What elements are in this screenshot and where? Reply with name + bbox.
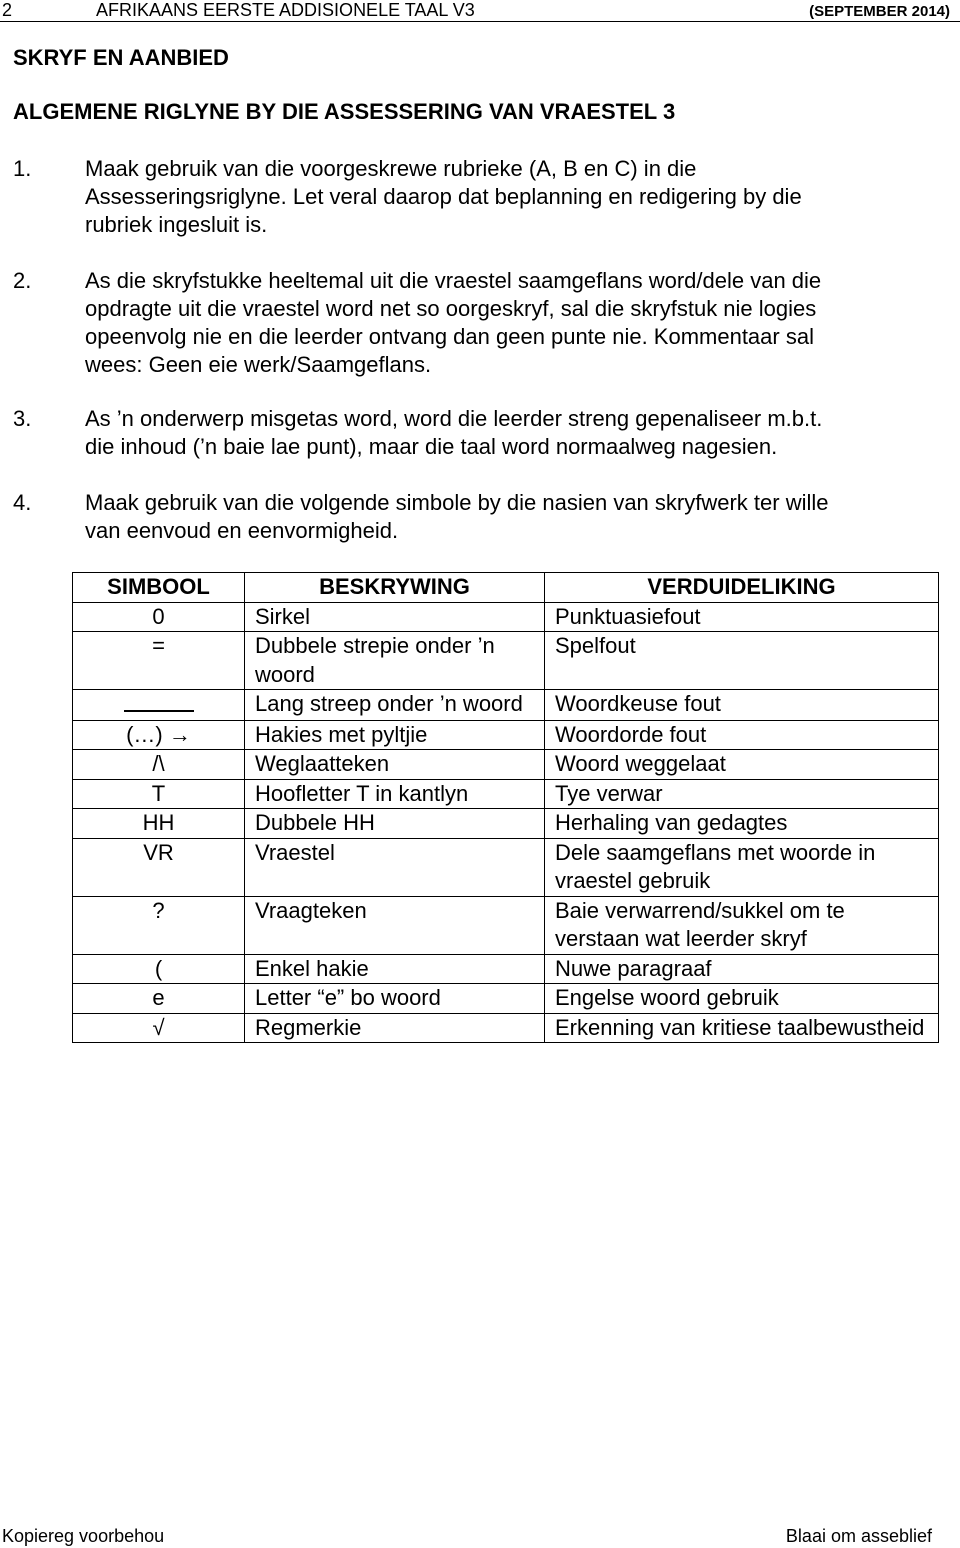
symbol-cell: /\ xyxy=(73,750,245,780)
page-number: 2 xyxy=(2,0,13,20)
explanation-cell: Woordkeuse fout xyxy=(545,690,939,721)
table-row xyxy=(73,896,939,954)
description-cell: Dubbele HH xyxy=(245,809,545,839)
item-line: Maak gebruik van die volgende simbole by die nasien van skryfwerk ter wille xyxy=(85,490,829,515)
explanation-cell: Tye verwar xyxy=(545,779,939,809)
description-cell: Weglaatteken xyxy=(245,750,545,780)
long-underline-symbol xyxy=(124,690,194,712)
table-header-row xyxy=(73,573,939,603)
header-description: BESKRYWING xyxy=(245,573,545,603)
symbol-cell: e xyxy=(73,984,245,1014)
item-line: wees: Geen eie werk/Saamgeflans. xyxy=(85,352,432,377)
item-number: 2. xyxy=(13,268,32,293)
item-line: Maak gebruik van die voorgeskrewe rubrieke (A, B en C) in die xyxy=(85,156,697,181)
explanation-cell: Woordorde fout xyxy=(545,720,939,750)
description-cell: Vraestel xyxy=(245,838,545,896)
item-line: rubriek ingesluit is. xyxy=(85,212,268,237)
item-text xyxy=(85,267,945,379)
table-row xyxy=(73,602,939,632)
item-number: 4. xyxy=(13,490,32,515)
header-explanation: VERDUIDELIKING xyxy=(545,573,939,603)
description-cell: Hoofletter T in kantlyn xyxy=(245,779,545,809)
explanation-cell: Spelfout xyxy=(545,632,939,690)
item-number: 3. xyxy=(13,406,32,431)
symbol-cell: √ xyxy=(73,1013,245,1043)
explanation-cell: Dele saamgeflans met woorde in vraestel gebruik xyxy=(545,838,939,896)
table-row xyxy=(73,838,939,896)
symbol-cell xyxy=(73,690,245,721)
symbol-cell: T xyxy=(73,779,245,809)
table-row xyxy=(73,632,939,690)
table-row xyxy=(73,809,939,839)
explanation-cell: Herhaling van gedagtes xyxy=(545,809,939,839)
symbol-cell: HH xyxy=(73,809,245,839)
guidelines-heading: ALGEMENE RIGLYNE BY DIE ASSESSERING VAN VRAESTEL 3 xyxy=(13,99,676,124)
table-row xyxy=(73,779,939,809)
table-row xyxy=(73,750,939,780)
description-cell: Vraagteken xyxy=(245,896,545,954)
description-cell: Sirkel xyxy=(245,602,545,632)
symbol-cell: VR xyxy=(73,838,245,896)
table-row xyxy=(73,954,939,984)
item-line: Assesseringsriglyne. Let veral daarop dat beplanning en redigering by die xyxy=(85,184,802,209)
table-row xyxy=(73,720,939,750)
explanation-cell: Punktuasiefout xyxy=(545,602,939,632)
copyright-footer: Kopiereg voorbehou xyxy=(2,1526,165,1546)
symbol-cell: ( xyxy=(73,954,245,984)
paper-date: (SEPTEMBER 2014) xyxy=(809,3,950,20)
item-text xyxy=(85,405,945,461)
item-line: van eenvoud en eenvormigheid. xyxy=(85,518,399,543)
header-symbol: SIMBOOL xyxy=(73,573,245,603)
item-number: 1. xyxy=(13,156,32,181)
explanation-cell: Erkenning van kritiese taalbewustheid xyxy=(545,1013,939,1043)
symbol-cell: (…) → xyxy=(73,720,245,750)
table-row xyxy=(73,984,939,1014)
symbol-cell: ? xyxy=(73,896,245,954)
item-line: opdragte uit die vraestel word net so oorgeskryf, sal die skryfstuk nie logies xyxy=(85,296,817,321)
table-row xyxy=(73,1013,939,1043)
description-cell: Regmerkie xyxy=(245,1013,545,1043)
explanation-cell: Woord weggelaat xyxy=(545,750,939,780)
table-row xyxy=(73,690,939,721)
item-text xyxy=(85,155,945,239)
explanation-cell: Nuwe paragraaf xyxy=(545,954,939,984)
item-line: opeenvolg nie en die leerder ontvang dan geen punte nie. Kommentaar sal xyxy=(85,324,814,349)
description-cell: Hakies met pyltjie xyxy=(245,720,545,750)
item-line: As die skryfstukke heeltemal uit die vraestel saamgeflans word/dele van die xyxy=(85,268,822,293)
description-cell: Letter “e” bo woord xyxy=(245,984,545,1014)
symbol-cell: 0 xyxy=(73,602,245,632)
symbols-table xyxy=(72,572,939,1043)
item-line: die inhoud (’n baie lae punt), maar die taal word normaalweg nagesien. xyxy=(85,434,778,459)
description-cell: Dubbele strepie onder ’n woord xyxy=(245,632,545,690)
explanation-cell: Engelse woord gebruik xyxy=(545,984,939,1014)
item-line: As ’n onderwerp misgetas word, word die leerder streng gepenaliseer m.b.t. xyxy=(85,406,823,431)
page-header xyxy=(0,0,960,22)
turn-page-footer: Blaai om asseblief xyxy=(785,1526,932,1546)
description-cell: Enkel hakie xyxy=(245,954,545,984)
symbol-cell: = xyxy=(73,632,245,690)
explanation-cell: Baie verwarrend/sukkel om te verstaan wat leerder skryf xyxy=(545,896,939,954)
description-cell: Lang streep onder ’n woord xyxy=(245,690,545,721)
item-text xyxy=(85,489,945,545)
paper-title: AFRIKAANS EERSTE ADDISIONELE TAAL V3 xyxy=(96,0,475,20)
section-heading: SKRYF EN AANBIED xyxy=(13,45,229,70)
